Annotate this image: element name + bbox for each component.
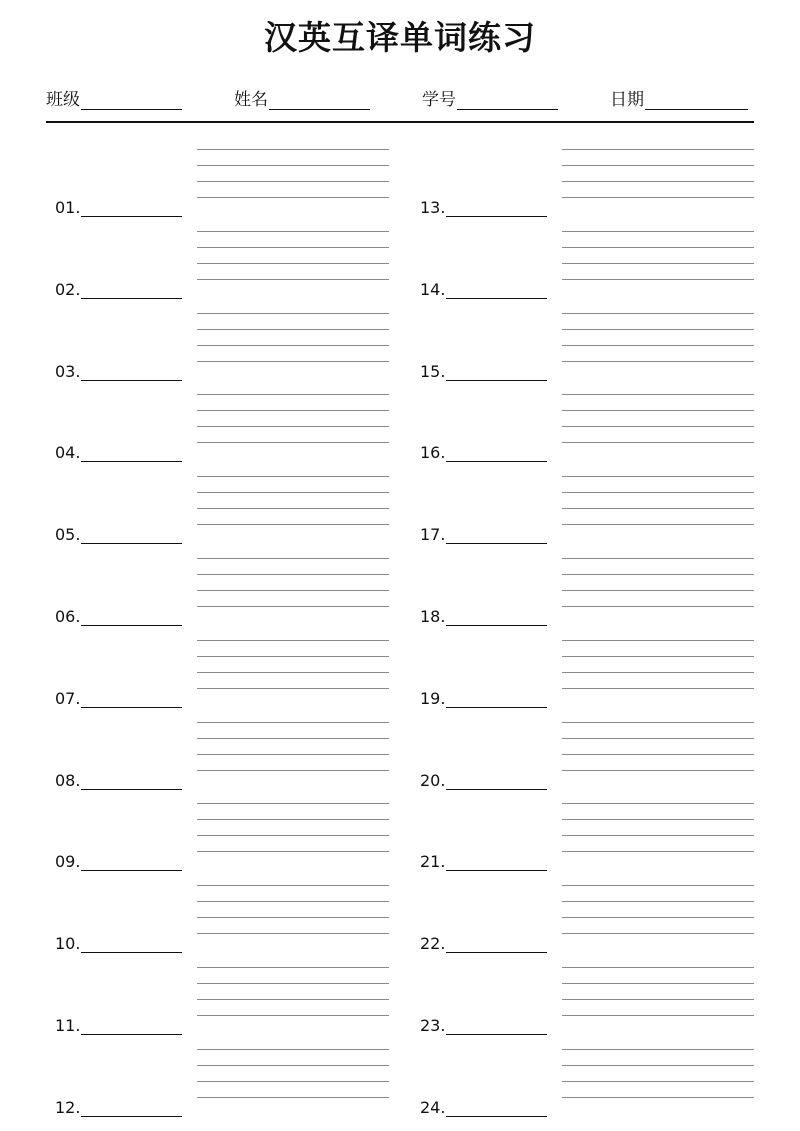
writing-line[interactable] [562, 329, 754, 330]
item-prompt [420, 199, 547, 217]
item-number: 10. [55, 934, 81, 954]
writing-line[interactable] [562, 1097, 754, 1098]
item-number: 11. [55, 1016, 81, 1035]
writing-line[interactable] [562, 851, 754, 852]
item-number: 01. [55, 198, 81, 217]
writing-line[interactable] [562, 313, 754, 314]
writing-line[interactable] [562, 247, 754, 248]
student-id-blank[interactable] [457, 89, 558, 110]
item-number: 24. [420, 1097, 446, 1117]
writing-line[interactable] [562, 1049, 754, 1050]
writing-line[interactable] [562, 394, 754, 395]
writing-line[interactable] [562, 558, 754, 559]
item-number: 14. [420, 279, 446, 299]
item-number: 13. [420, 198, 446, 217]
writing-line[interactable] [562, 688, 754, 689]
word-blank[interactable] [446, 364, 547, 381]
item-number: 04. [55, 443, 81, 463]
writing-line[interactable] [562, 279, 754, 280]
item-number: 07. [55, 688, 81, 708]
date-label: 日期 [610, 90, 644, 110]
item-number: 23. [420, 1016, 446, 1035]
word-item [0, 640, 800, 720]
word-item [0, 476, 800, 556]
item-number: 03. [55, 361, 81, 381]
writing-line[interactable] [562, 492, 754, 493]
item-prompt [420, 444, 547, 462]
item-number: 18. [420, 607, 446, 626]
writing-line[interactable] [562, 508, 754, 509]
writing-line[interactable] [562, 181, 754, 182]
item-number: 05. [55, 525, 81, 545]
writing-line[interactable] [562, 640, 754, 641]
writing-line[interactable] [562, 917, 754, 918]
student-id-label: 学号 [422, 90, 456, 110]
word-blank[interactable] [446, 282, 547, 299]
writing-line[interactable] [562, 738, 754, 739]
class-field[interactable] [46, 86, 182, 110]
writing-line[interactable] [562, 263, 754, 264]
writing-line[interactable] [562, 999, 754, 1000]
writing-line[interactable] [562, 410, 754, 411]
word-item [0, 722, 800, 802]
item-number: 08. [55, 770, 81, 790]
item-number: 19. [420, 688, 446, 708]
page-title: 汉英互译单词练习 [264, 18, 536, 57]
writing-line[interactable] [562, 672, 754, 673]
word-item [0, 1049, 800, 1129]
writing-line[interactable] [562, 197, 754, 198]
item-number: 06. [55, 607, 81, 626]
writing-line[interactable] [562, 835, 754, 836]
writing-line[interactable] [562, 524, 754, 525]
date-blank[interactable] [645, 89, 748, 110]
word-item [0, 558, 800, 638]
word-item [0, 967, 800, 1047]
item-number: 02. [55, 279, 81, 299]
writing-line[interactable] [562, 476, 754, 477]
item-number: 12. [55, 1097, 81, 1117]
writing-line[interactable] [562, 983, 754, 984]
word-blank[interactable] [446, 1018, 547, 1035]
writing-line[interactable] [562, 149, 754, 150]
item-prompt [420, 526, 547, 544]
writing-line[interactable] [562, 885, 754, 886]
word-blank[interactable] [446, 773, 547, 790]
word-item [0, 394, 800, 474]
date-field[interactable] [610, 86, 748, 110]
writing-line[interactable] [562, 819, 754, 820]
student-id-field[interactable] [422, 86, 558, 110]
writing-line[interactable] [562, 656, 754, 657]
word-item [0, 149, 800, 229]
word-item [0, 231, 800, 311]
item-prompt [420, 935, 547, 953]
item-prompt [420, 363, 547, 381]
item-prompt [420, 853, 547, 871]
item-number: 09. [55, 852, 81, 872]
writing-line[interactable] [562, 754, 754, 755]
item-number: 21. [420, 852, 446, 872]
name-blank[interactable] [269, 89, 370, 110]
item-prompt [420, 772, 547, 790]
writing-line[interactable] [562, 1065, 754, 1066]
writing-line[interactable] [562, 901, 754, 902]
writing-line[interactable] [562, 1081, 754, 1082]
word-blank[interactable] [446, 1100, 547, 1117]
item-prompt [420, 1017, 547, 1035]
word-item [0, 803, 800, 883]
item-number: 15. [420, 361, 446, 381]
word-blank[interactable] [446, 936, 547, 953]
writing-line[interactable] [562, 361, 754, 362]
class-label: 班级 [46, 90, 80, 110]
item-prompt [420, 690, 547, 708]
name-label: 姓名 [234, 90, 268, 110]
name-field[interactable] [234, 86, 370, 110]
item-number: 16. [420, 443, 446, 463]
writing-line[interactable] [562, 967, 754, 968]
word-blank[interactable] [446, 527, 547, 544]
writing-line[interactable] [562, 933, 754, 934]
item-prompt [420, 1099, 547, 1117]
item-number: 20. [420, 770, 446, 790]
word-blank[interactable] [446, 609, 547, 626]
word-blank[interactable] [446, 854, 547, 871]
writing-line[interactable] [562, 590, 754, 591]
writing-line[interactable] [562, 1015, 754, 1016]
item-number: 22. [420, 934, 446, 954]
item-number: 17. [420, 525, 446, 545]
writing-line[interactable] [562, 426, 754, 427]
writing-line[interactable] [562, 722, 754, 723]
word-blank[interactable] [446, 200, 547, 217]
writing-line[interactable] [562, 165, 754, 166]
word-blank[interactable] [446, 691, 547, 708]
item-prompt [420, 281, 547, 299]
item-prompt [420, 608, 547, 626]
writing-line[interactable] [562, 574, 754, 575]
writing-line[interactable] [562, 803, 754, 804]
word-item [0, 885, 800, 965]
word-item [0, 313, 800, 393]
writing-line[interactable] [562, 770, 754, 771]
writing-line[interactable] [562, 606, 754, 607]
writing-line[interactable] [562, 231, 754, 232]
class-blank[interactable] [81, 89, 182, 110]
writing-line[interactable] [562, 345, 754, 346]
header-divider [46, 121, 754, 123]
writing-line[interactable] [562, 442, 754, 443]
word-blank[interactable] [446, 445, 547, 462]
